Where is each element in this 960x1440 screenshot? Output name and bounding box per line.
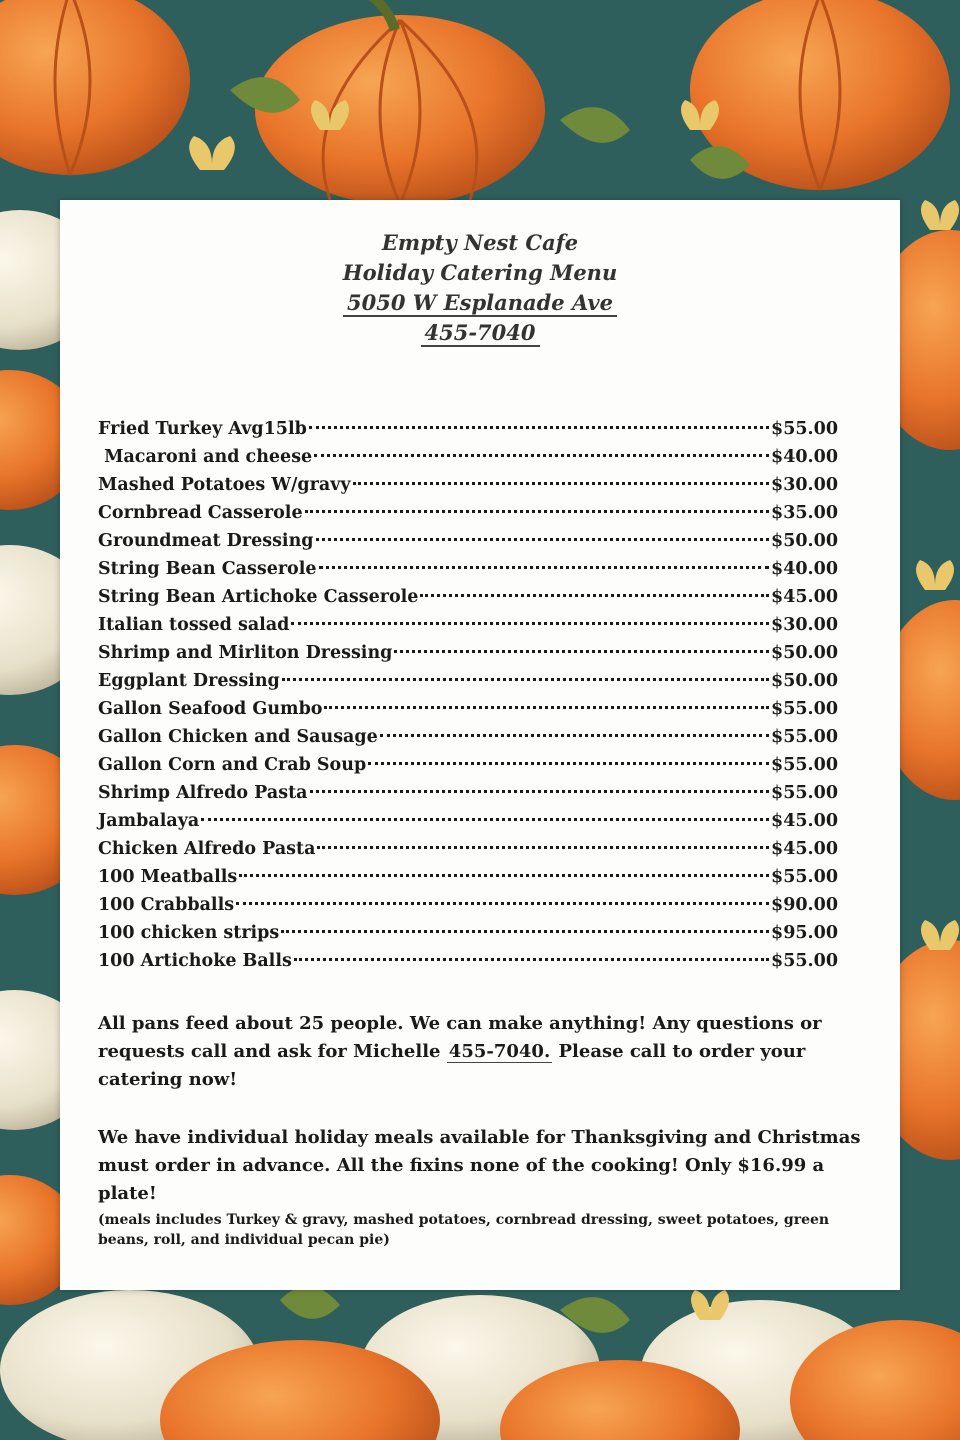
contact-phone: 455-7040. <box>448 1041 551 1062</box>
menu-item <box>98 475 838 503</box>
cafe-name: Empty Nest Cafe <box>381 230 579 255</box>
menu-item-price: $35.00 <box>771 503 838 523</box>
menu-item-price: $95.00 <box>771 923 838 943</box>
pans-note <box>98 1010 868 1094</box>
menu-item-price: $55.00 <box>771 727 838 747</box>
menu-item <box>98 419 838 447</box>
menu-item-name: Shrimp and Mirliton Dressing <box>98 643 393 663</box>
cafe-address: 5050 W Esplanade Ave <box>343 290 617 317</box>
menu-item <box>98 755 838 783</box>
menu-item <box>98 727 838 755</box>
menu-item <box>98 783 838 811</box>
menu-item-name: 100 chicken strips <box>98 923 280 943</box>
menu-item-price: $50.00 <box>771 643 838 663</box>
dot-leader <box>324 706 769 709</box>
menu-item-price: $30.00 <box>771 475 838 495</box>
dot-leader <box>394 650 769 653</box>
menu-item <box>98 447 838 475</box>
menu-item <box>98 587 838 615</box>
dot-leader <box>281 930 769 933</box>
menu-item-price: $55.00 <box>771 783 838 803</box>
dot-leader <box>368 762 769 765</box>
menu-item-name: 100 Meatballs <box>98 867 238 887</box>
menu-subtitle: Holiday Catering Menu <box>342 260 618 285</box>
menu-item-price: $45.00 <box>771 839 838 859</box>
menu-item <box>98 643 838 671</box>
dot-leader <box>353 482 769 485</box>
menu-item-name: 100 Crabballs <box>98 895 235 915</box>
menu-item <box>98 531 838 559</box>
menu-item-name: Chicken Alfredo Pasta <box>98 839 316 859</box>
menu-list <box>98 419 838 979</box>
menu-item-name: Jambalaya <box>98 811 200 831</box>
menu-item-price: $55.00 <box>771 755 838 775</box>
dot-leader <box>319 566 770 569</box>
menu-item-price: $30.00 <box>771 615 838 635</box>
menu-item-name: Groundmeat Dressing <box>98 531 314 551</box>
menu-item-price: $40.00 <box>771 447 838 467</box>
dot-leader <box>420 594 769 597</box>
menu-item-price: $90.00 <box>771 895 838 915</box>
menu-item <box>98 867 838 895</box>
menu-item-name: String Bean Casserole <box>98 559 317 579</box>
menu-item <box>98 699 838 727</box>
menu-item-name: Gallon Chicken and Sausage <box>98 727 378 747</box>
dot-leader <box>310 790 770 793</box>
menu-item-price: $50.00 <box>771 531 838 551</box>
menu-item-name: Macaroni and cheese <box>98 447 313 467</box>
menu-item-price: $55.00 <box>771 951 838 971</box>
menu-item-name: Italian tossed salad <box>98 615 290 635</box>
menu-item-price: $45.00 <box>771 811 838 831</box>
menu-item-price: $50.00 <box>771 671 838 691</box>
dot-leader <box>314 454 769 457</box>
dot-leader <box>291 622 769 625</box>
dot-leader <box>316 538 769 541</box>
menu-item <box>98 671 838 699</box>
menu-item-price: $55.00 <box>771 699 838 719</box>
dot-leader <box>309 426 769 429</box>
menu-item-name: Mashed Potatoes W/gravy <box>98 475 351 495</box>
menu-item <box>98 811 838 839</box>
pans-note-text: All pans feed about 25 people. We can make anything! Any questions or requests call and ask for Michelle <box>98 1013 822 1062</box>
menu-item-price: $55.00 <box>771 419 838 439</box>
menu-item <box>98 951 838 979</box>
menu-item-price: $55.00 <box>771 867 838 887</box>
menu-item <box>98 923 838 951</box>
menu-item-name: Eggplant Dressing <box>98 671 280 691</box>
menu-item <box>98 839 838 867</box>
menu-card <box>60 200 900 1290</box>
dot-leader <box>236 902 769 905</box>
dot-leader <box>239 874 769 877</box>
menu-header <box>60 228 900 348</box>
dot-leader <box>305 510 769 513</box>
dot-leader <box>282 678 769 681</box>
dot-leader <box>294 958 769 961</box>
menu-item <box>98 559 838 587</box>
white-pumpkin-icon <box>0 1290 880 1440</box>
menu-item-price: $45.00 <box>771 587 838 607</box>
menu-item-price: $40.00 <box>771 559 838 579</box>
menu-item <box>98 895 838 923</box>
menu-item-name: Gallon Corn and Crab Soup <box>98 755 367 775</box>
menu-item-name: Fried Turkey Avg15lb <box>98 419 307 439</box>
menu-item-name: Gallon Seafood Gumbo <box>98 699 323 719</box>
meal-includes-note: (meals includes Turkey & gravy, mashed potatoes, cornbread dressing, sweet potatoes, green beans, roll, and individual pecan pie) <box>98 1212 830 1248</box>
dot-leader <box>380 734 769 737</box>
menu-item <box>98 615 838 643</box>
menu-item-name: String Bean Artichoke Casserole <box>98 587 419 607</box>
menu-item <box>98 503 838 531</box>
menu-item-name: 100 Artichoke Balls <box>98 951 292 971</box>
cafe-phone: 455-7040 <box>421 320 540 347</box>
individual-meals-note: We have individual holiday meals available for Thanksgiving and Christmas must order in advance. All the fixins none of the cooking! Only $16.99 a plate! <box>98 1127 861 1204</box>
dot-leader <box>201 818 769 821</box>
menu-item-name: Shrimp Alfredo Pasta <box>98 783 308 803</box>
dot-leader <box>317 846 769 849</box>
pans-note-end: Please call to order your catering now! <box>98 1041 806 1090</box>
menu-item-name: Cornbread Casserole <box>98 503 303 523</box>
